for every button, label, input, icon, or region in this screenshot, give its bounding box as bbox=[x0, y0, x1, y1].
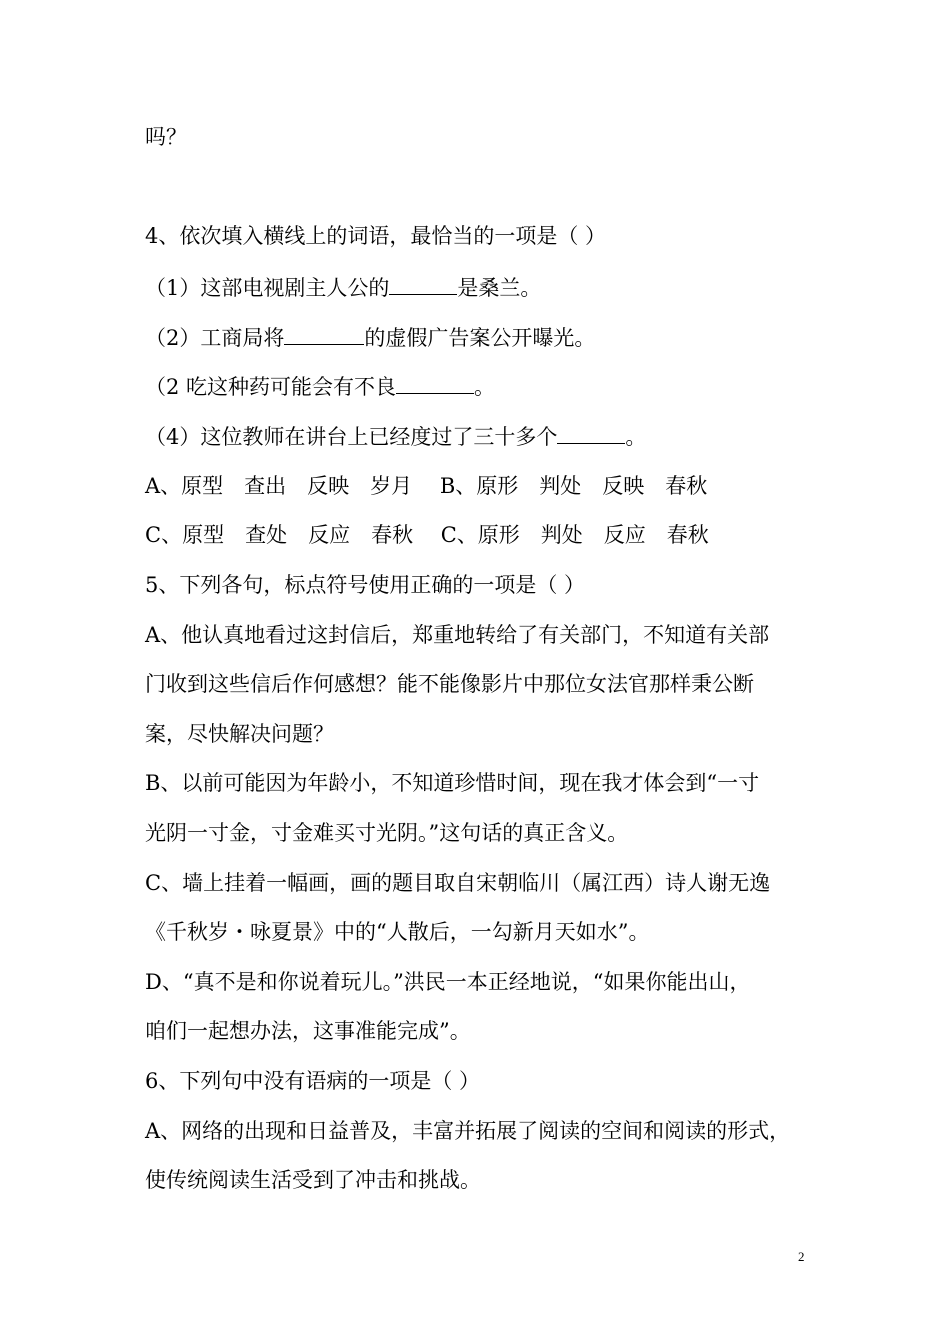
question-4-sentence-1 bbox=[145, 272, 541, 303]
question-6-stem: 6、下列句中没有语病的一项是（ ） bbox=[145, 1069, 481, 1093]
question-4-stem: 4、依次填入横线上的词语，最恰当的一项是（ ） bbox=[145, 224, 607, 248]
sentence-text: 是桑兰。 bbox=[457, 276, 542, 300]
question-5-option-d-line-2: 咱们一起想办法，这事准能完成”。 bbox=[145, 1019, 471, 1043]
question-6-option-a-line-2: 使传统阅读生活受到了冲击和挑战。 bbox=[145, 1168, 481, 1192]
question-5-option-b-line-2: 光阴一寸金，寸金难买寸光阴。”这句话的真正含义。 bbox=[145, 821, 629, 845]
sentence-text: 。 bbox=[474, 375, 496, 399]
question-4-sentence-4 bbox=[145, 421, 646, 452]
question-4-options-ab: A、原型 查出 反映 岁月 B、原形 判处 反映 春秋 bbox=[145, 474, 708, 498]
sentence-text: 。 bbox=[625, 425, 647, 449]
question-5-option-a-line-3: 案，尽快解决问题？ bbox=[145, 722, 334, 746]
question-4-options-cd: C、原型 查处 反应 春秋 C、原形 判处 反应 春秋 bbox=[145, 523, 709, 547]
question-5-option-c-line-2: 《千秋岁・咏夏景》中的“人散后，一勾新月天如水”。 bbox=[145, 920, 650, 944]
sentence-text: （1）这部电视剧主人公的 bbox=[145, 276, 390, 300]
answer-blank bbox=[557, 421, 625, 444]
page-number: 2 bbox=[798, 1249, 805, 1264]
sentence-text: （4）这位教师在讲台上已经度过了三十多个 bbox=[145, 425, 558, 449]
question-6-option-a-line-1: A、网络的出现和日益普及，丰富并拓展了阅读的空间和阅读的形式， bbox=[145, 1119, 791, 1143]
question-5-option-d-line-1: D、“真不是和你说着玩儿。”洪民一本正经地说，“如果你能出山， bbox=[145, 970, 751, 994]
question-4-sentence-2 bbox=[145, 322, 595, 353]
sentence-text: （2）工商局将 bbox=[145, 326, 285, 350]
question-5-stem: 5、下列各句，标点符号使用正确的一项是（ ） bbox=[145, 573, 586, 597]
sentence-text: （2 吃这种药可能会有不良 bbox=[145, 375, 397, 399]
question-5-option-a-line-1: A、他认真地看过这封信后，郑重地转给了有关部门，不知道有关部 bbox=[145, 623, 770, 647]
question-5-option-c-line-1: C、墙上挂着一幅画，画的题目取自宋朝临川（属江西）诗人谢无逸 bbox=[145, 871, 771, 895]
continuation-line: 吗？ bbox=[145, 125, 187, 149]
question-5-option-a-line-2: 门收到这些信后作何感想？能不能像影片中那位女法官那样秉公断 bbox=[145, 672, 754, 696]
answer-blank bbox=[284, 322, 364, 345]
sentence-text: 的虚假广告案公开曝光。 bbox=[364, 326, 596, 350]
question-5-option-b-line-1: B、以前可能因为年龄小，不知道珍惜时间，现在我才体会到“一寸 bbox=[145, 771, 760, 795]
answer-blank bbox=[396, 371, 474, 394]
question-4-sentence-3 bbox=[145, 371, 495, 402]
answer-blank bbox=[389, 272, 457, 295]
